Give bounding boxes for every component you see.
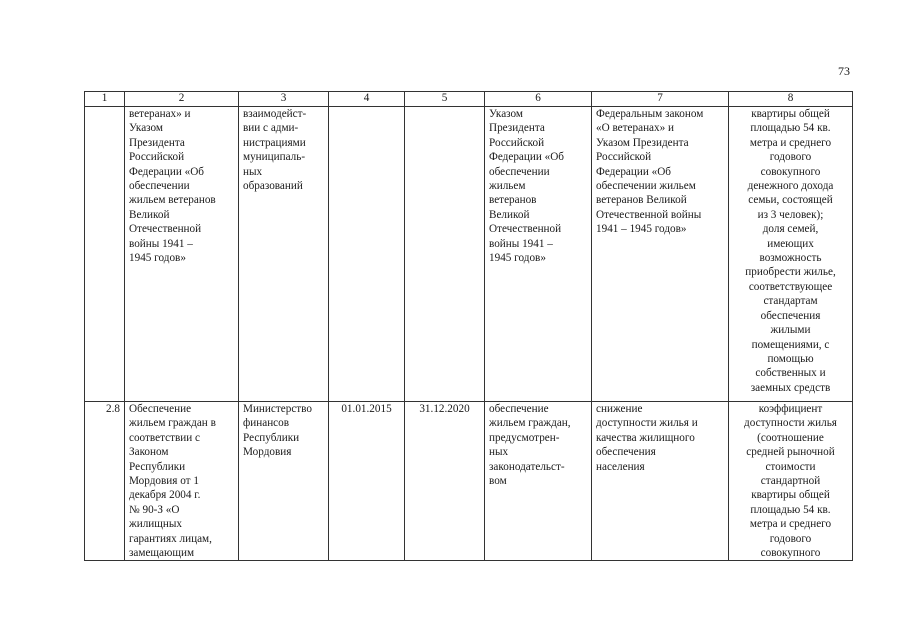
row-number: [85, 107, 125, 402]
start-date-cell: 01.01.2015: [329, 402, 405, 561]
table-header-row: [85, 92, 853, 107]
table-row: [85, 402, 853, 561]
indicator-cell: коэффициент доступности жилья (соотношение средней рыночной стоимости стандартной квартиры общей площадью 54 кв. метра и среднего годового совокупного: [729, 402, 853, 561]
result-cell: обеспечение жильем граждан, предусмотрен- ных законодательст- вом: [485, 402, 592, 561]
measure-cell: ветеранах» и Указом Президента Российской Федерации «Об обеспечении жильем ветеранов Великой Отечественной войны 1941 – 1945 годов»: [125, 107, 239, 402]
row-number: 2.8: [85, 402, 125, 561]
start-date-cell: [329, 107, 405, 402]
executor-cell: взаимодейст- вии с адми- нистрациями муниципаль- ных образований: [239, 107, 329, 402]
header-col-6: 6: [485, 92, 592, 107]
header-col-3: 3: [239, 92, 329, 107]
measure-cell: Обеспечение жильем граждан в соответствии с Законом Республики Мордовия от 1 декабря 2004 г. № 90-З «О жилищных гарантиях лицам, замещающим: [125, 402, 239, 561]
header-col-2: 2: [125, 92, 239, 107]
header-col-4: 4: [329, 92, 405, 107]
executor-cell: Министерство финансов Республики Мордовия: [239, 402, 329, 561]
header-col-5: 5: [405, 92, 485, 107]
result-cell: Указом Президента Российской Федерации «Об обеспечении жильем ветеранов Великой Отечественной войны 1941 – 1945 годов»: [485, 107, 592, 402]
indicator-cell: квартиры общей площадью 54 кв. метра и среднего годового совокупного денежного дохода семьи, состоящей из 3 человек); доля семей, имеющих возможность приобрести жилье, соответствующее стандартам обеспечения жилыми помещениями, с помощью собственных и заемных средств: [729, 107, 853, 402]
table-row: [85, 107, 853, 402]
header-col-8: 8: [729, 92, 853, 107]
page-number: 73: [838, 64, 850, 78]
consequences-cell: Федеральным законом «О ветеранах» и Указом Президента Российской Федерации «Об обеспечении жильем ветеранов Великой Отечественной войны 1941 – 1945 годов»: [592, 107, 729, 402]
header-col-1: 1: [85, 92, 125, 107]
end-date-cell: 31.12.2020: [405, 402, 485, 561]
end-date-cell: [405, 107, 485, 402]
program-table: [84, 91, 853, 561]
header-col-7: 7: [592, 92, 729, 107]
consequences-cell: снижение доступности жилья и качества жилищного обеспечения населения: [592, 402, 729, 561]
